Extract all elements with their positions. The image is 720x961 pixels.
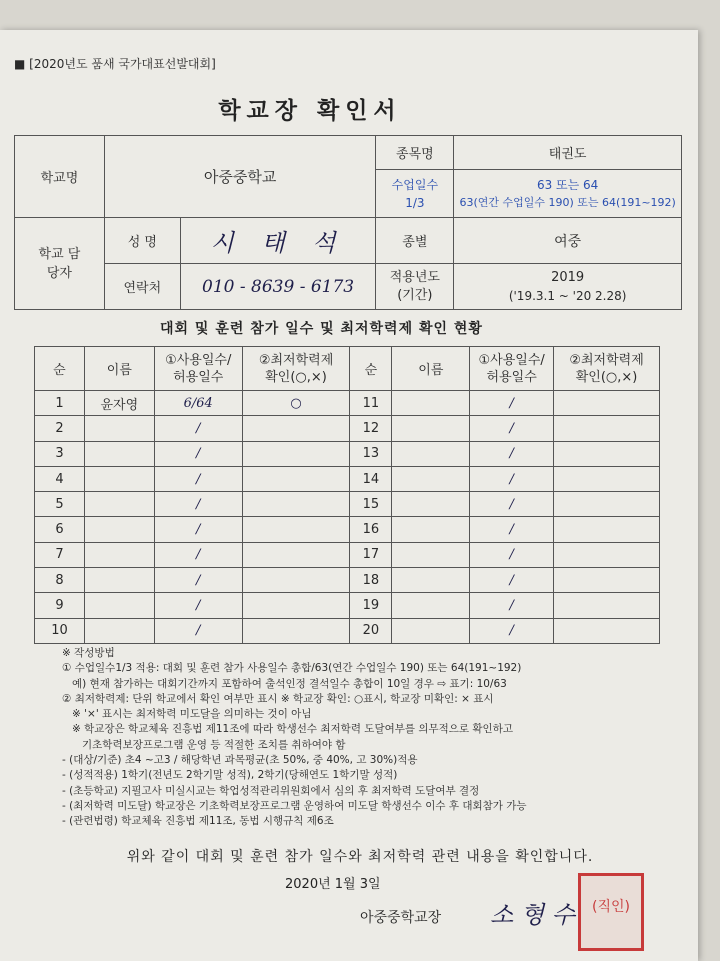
min-achievement-check: ○ <box>242 391 350 416</box>
used-days-2: / <box>470 542 554 567</box>
min-achievement-check <box>242 466 350 491</box>
used-days-2: / <box>470 416 554 441</box>
used-days: / <box>154 441 242 466</box>
min-achievement-check <box>242 517 350 542</box>
table-row <box>35 391 660 416</box>
min-achievement-check-2 <box>554 517 660 542</box>
year-value: 2019 <box>551 269 585 285</box>
row-number-2: 14 <box>350 466 392 491</box>
used-days-2: / <box>470 568 554 593</box>
table-row <box>35 618 660 643</box>
row-number-2: 11 <box>350 391 392 416</box>
used-days-2: / <box>470 492 554 517</box>
table-row <box>35 466 660 491</box>
note-line: - (초등학교) 지필고사 미실시교는 학업성적관리위원회에서 심의 후 최저학력 도달여부 결정 <box>62 784 480 797</box>
header-name: 이름 <box>84 347 154 391</box>
used-days-2: / <box>470 466 554 491</box>
athlete-name <box>84 568 154 593</box>
name-label: 성 명 <box>104 218 180 264</box>
table-row <box>35 416 660 441</box>
note-line: 예) 현재 참가하는 대회기간까지 포함하여 출석인정 결석일수 총합이 10일 경우 ⇨ 표기: 10/63 <box>62 677 507 690</box>
used-days: / <box>154 568 242 593</box>
athlete-name <box>84 517 154 542</box>
athlete-name-2 <box>392 593 470 618</box>
header-min-2: 확인(○,×) <box>265 369 327 385</box>
header-days-1b: ①사용일수/ <box>478 352 545 368</box>
table-row <box>35 492 660 517</box>
athlete-name <box>84 466 154 491</box>
sport-label: 종목명 <box>376 136 454 170</box>
min-achievement-check-2 <box>554 568 660 593</box>
used-days: / <box>154 492 242 517</box>
table-row <box>35 441 660 466</box>
used-days: / <box>154 593 242 618</box>
athlete-name-2 <box>392 568 470 593</box>
used-days: / <box>154 618 242 643</box>
sport-value: 태권도 <box>454 136 682 170</box>
period-value: ('19.3.1 ~ '20 2.28) <box>508 288 627 303</box>
row-number-2: 19 <box>350 593 392 618</box>
used-days: / <box>154 416 242 441</box>
row-number-2: 16 <box>350 517 392 542</box>
note-line: ① 수업일수1/3 적용: 대회 및 훈련 참가 사용일수 총합/63(연간 수업일수 190) 또는 64(191~192) <box>62 662 522 675</box>
school-label: 학교명 <box>15 136 105 218</box>
row-number: 5 <box>35 492 85 517</box>
header-no: 순 <box>35 347 85 391</box>
note-line: ※ 학교장은 학교체육 진흥법 제11조에 따라 학생선수 최저학력 도달여부를 의무적으로 확인하고 <box>62 723 513 736</box>
row-number-2: 17 <box>350 542 392 567</box>
used-days-2: / <box>470 593 554 618</box>
athlete-name-2 <box>392 542 470 567</box>
header-name-2: 이름 <box>392 347 470 391</box>
name-signature: 시 태 석 <box>180 218 376 264</box>
note-line: - (대상/기준) 초4 ~고3 / 해당학년 과목평균(초 50%, 중 40%, 고 30%)적용 <box>62 754 418 767</box>
athlete-name-2 <box>392 517 470 542</box>
event-tag: ■ [2020년도 품새 국가대표선발대회] <box>14 57 216 71</box>
athlete-name-2 <box>392 492 470 517</box>
row-number-2: 15 <box>350 492 392 517</box>
athlete-name-2 <box>392 618 470 643</box>
row-number: 9 <box>35 593 85 618</box>
min-achievement-check <box>242 416 350 441</box>
header-min-1: ②최저학력제 <box>258 352 334 368</box>
confirmation-statement: 위와 같이 대회 및 훈련 참가 일수와 최저학력 관련 내용을 확인합니다. <box>126 849 594 865</box>
athlete-name: 윤자영 <box>84 391 154 416</box>
used-days: / <box>154 517 242 542</box>
table-row <box>35 568 660 593</box>
participation-table <box>34 346 660 644</box>
min-achievement-check-2 <box>554 391 660 416</box>
used-days-2: / <box>470 391 554 416</box>
principal-label: 아중중학교장 <box>360 910 442 926</box>
min-achievement-check-2 <box>554 593 660 618</box>
min-achievement-check-2 <box>554 466 660 491</box>
header-days-2b: 허용일수 <box>486 369 537 385</box>
row-number: 2 <box>35 416 85 441</box>
note-line: - (관련법령) 학교체육 진흥법 제11조, 동법 시행규칙 제6조 <box>62 815 334 828</box>
min-achievement-check <box>242 492 350 517</box>
header-days-1: ①사용일수/ <box>165 352 232 368</box>
athlete-name <box>84 492 154 517</box>
principal-signature: 소 형 수 <box>490 901 575 929</box>
note-line: - (최저학력 미도달) 학교장은 기초학력보장프로그램 운영하여 미도달 학생선수 이수 후 대회참가 가능 <box>62 799 527 812</box>
used-days-2: / <box>470 517 554 542</box>
info-table <box>14 135 682 310</box>
row-number: 4 <box>35 466 85 491</box>
athlete-name <box>84 542 154 567</box>
days-label-1: 수업일수 <box>391 177 439 192</box>
writing-instructions <box>62 646 662 830</box>
row-number: 8 <box>35 568 85 593</box>
athlete-name <box>84 618 154 643</box>
phone-value: 010 - 8639 - 6173 <box>180 264 376 310</box>
note-line: ※ 작성방법 <box>62 647 115 659</box>
note-line: - (성적적용) 1학기(전년도 2학기말 성적), 2학기(당해연도 1학기말 성적) <box>62 769 398 782</box>
row-number-2: 12 <box>350 416 392 441</box>
used-days: / <box>154 466 242 491</box>
days-value-1: 63 또는 64 <box>536 177 599 192</box>
section-title: 대회 및 훈련 참가 일수 및 최저학력제 확인 현황 <box>160 321 483 337</box>
header-min-2b: 확인(○,×) <box>575 369 638 385</box>
athlete-name-2 <box>392 441 470 466</box>
min-achievement-check-2 <box>554 492 660 517</box>
athlete-name-2 <box>392 466 470 491</box>
row-number: 10 <box>35 618 85 643</box>
note-line: ※ '×' 표시는 최저학력 미도달을 의미하는 것이 아님 <box>62 708 312 721</box>
table-row <box>35 542 660 567</box>
header-no-2: 순 <box>350 347 392 391</box>
min-achievement-check-2 <box>554 441 660 466</box>
min-achievement-check <box>242 441 350 466</box>
year-label-1: 적용년도 <box>389 269 440 285</box>
page-title: 학교장 확인서 <box>218 98 402 124</box>
min-achievement-check-2 <box>554 542 660 567</box>
days-value-2: 63(연간 수업일수 190) 또는 64(191~192) <box>459 195 676 209</box>
school-name: 아중중학교 <box>104 136 376 218</box>
used-days-2: / <box>470 618 554 643</box>
note-line: ② 최저학력제: 단위 학교에서 확인 여부만 표시 ※ 학교장 확인: ○표시, 학교장 미확인: × 표시 <box>62 692 494 705</box>
row-number: 1 <box>35 391 85 416</box>
days-label-2: 1/3 <box>405 195 425 210</box>
athlete-name <box>84 593 154 618</box>
min-achievement-check <box>242 593 350 618</box>
used-days: / <box>154 542 242 567</box>
used-days-2: / <box>470 441 554 466</box>
min-achievement-check-2 <box>554 416 660 441</box>
used-days: 6/64 <box>154 391 242 416</box>
athlete-name-2 <box>392 416 470 441</box>
confirmation-date: 2020년 1월 3일 <box>285 877 381 892</box>
min-achievement-check <box>242 568 350 593</box>
min-achievement-check-2 <box>554 618 660 643</box>
category-value: 여중 <box>454 218 682 264</box>
row-number-2: 18 <box>350 568 392 593</box>
table-row <box>35 593 660 618</box>
athlete-name-2 <box>392 391 470 416</box>
min-achievement-check <box>242 542 350 567</box>
note-line: 기초학력보장프로그램 운영 등 적절한 조치를 취하여야 함 <box>62 738 346 751</box>
phone-label: 연락처 <box>104 264 180 310</box>
row-number: 7 <box>35 542 85 567</box>
row-number-2: 20 <box>350 618 392 643</box>
official-seal-stamp: (직인) <box>578 873 644 951</box>
header-min-1b: ②최저학력제 <box>569 352 644 368</box>
athlete-name <box>84 416 154 441</box>
contact-group-label: 학교 담당자 <box>15 218 105 310</box>
category-label: 종별 <box>376 218 454 264</box>
table-row <box>35 517 660 542</box>
min-achievement-check <box>242 618 350 643</box>
row-number: 3 <box>35 441 85 466</box>
row-number-2: 13 <box>350 441 392 466</box>
header-days-2: 허용일수 <box>173 369 224 385</box>
row-number: 6 <box>35 517 85 542</box>
athlete-name <box>84 441 154 466</box>
year-label-2: (기간) <box>397 287 433 303</box>
